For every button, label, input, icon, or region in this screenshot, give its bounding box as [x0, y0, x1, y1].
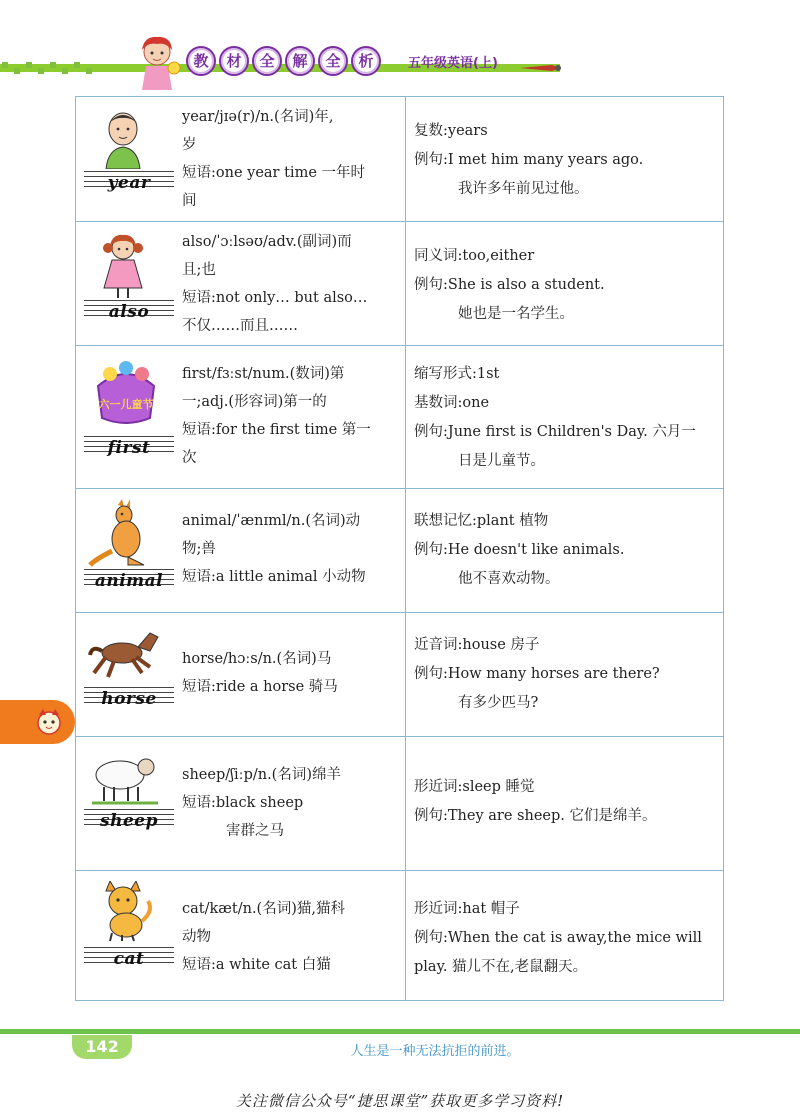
table-row — [76, 221, 723, 345]
definition-line: first/fɜːst/num.(数词)第 — [182, 366, 345, 382]
footer-motto: 人生是一种无法抗拒的前进。 — [350, 1044, 520, 1059]
word-illustration — [84, 623, 174, 723]
notes-block — [414, 895, 719, 982]
definition-line: horse/hɔːs/n.(名词)马 — [182, 651, 332, 667]
table-row — [76, 345, 723, 488]
table-row — [76, 97, 723, 221]
word-illustration — [84, 107, 174, 207]
word-label: sheep — [100, 811, 158, 831]
word-label: year — [107, 173, 151, 193]
definition-block — [182, 645, 400, 701]
notes-block — [414, 117, 719, 204]
word-label: first — [107, 438, 151, 458]
page-number: 142 — [72, 1035, 132, 1059]
note-line: 形近词:sleep 睡觉 — [414, 779, 535, 795]
definition-line: sheep/ʃiːp/n.(名词)绵羊 — [182, 767, 341, 783]
word-label: also — [108, 302, 150, 322]
table-row — [76, 612, 723, 736]
definition-block — [182, 103, 400, 215]
table-row — [76, 870, 723, 1001]
definition-block — [182, 228, 400, 340]
notes-block — [414, 507, 719, 594]
definition-block — [182, 360, 400, 472]
definition-block — [182, 507, 400, 591]
watermark-text: 关注微信公众号“捷思课堂”获取更多学习资料! — [235, 1092, 565, 1110]
note-line: 例句:June first is Children's Day. 六月一 — [414, 424, 696, 440]
definition-line: 岁 — [182, 137, 197, 153]
note-line: 同义词:too,either — [414, 248, 535, 264]
phrase-line: 短语:ride a horse 骑马 — [182, 679, 338, 695]
phrase-line: 短语:not only… but also… — [182, 290, 368, 306]
phrase-line: 间 — [182, 193, 197, 209]
girl-mascot-icon — [130, 32, 184, 94]
title-char: 全 — [252, 46, 282, 76]
table-row — [76, 488, 723, 612]
title-char: 材 — [219, 46, 249, 76]
note-line: 例句:He doesn't like animals. — [414, 542, 625, 558]
note-line: 例句:I met him many years ago. — [414, 152, 644, 168]
notes-block — [414, 360, 719, 476]
side-tab — [0, 700, 75, 744]
title-char: 教 — [186, 46, 216, 76]
footer-divider — [0, 1029, 800, 1034]
phrase-line: 短语:a little animal 小动物 — [182, 569, 366, 585]
title-char: 析 — [351, 46, 381, 76]
page-header — [0, 0, 800, 95]
word-illustration — [84, 356, 174, 456]
sheep-icon — [88, 747, 162, 805]
word-illustration — [84, 499, 174, 599]
notes-block — [414, 242, 719, 329]
cat-icon — [88, 881, 158, 943]
badge-text: 六一儿童节 — [98, 398, 154, 411]
childrens-day-badge-icon — [88, 356, 164, 432]
definition-line: animal/ˈænɪml/n.(名词)动 — [182, 513, 361, 529]
definition-line: 动物 — [182, 929, 211, 945]
header-checker-decoration — [0, 60, 120, 76]
boy-icon — [88, 107, 158, 169]
notes-block — [414, 773, 719, 831]
book-title — [186, 46, 381, 76]
subject-label: 五年级英语(上) — [408, 56, 498, 71]
word-illustration — [84, 747, 174, 847]
notes-block — [414, 631, 719, 718]
vocabulary-table — [75, 96, 724, 1001]
definition-line: cat/kæt/n.(名词)猫,猫科 — [182, 901, 345, 917]
note-line: 有多少匹马? — [458, 695, 539, 711]
note-line: 缩写形式:1st — [414, 366, 500, 382]
note-line: 日是儿童节。 — [458, 453, 545, 469]
note-line: 例句:When the cat is away,the mice will — [414, 930, 702, 946]
note-line: 形近词:hat 帽子 — [414, 901, 520, 917]
table-row — [76, 736, 723, 870]
definition-line: 且;也 — [182, 262, 216, 278]
phrase-line: 短语:one year time 一年时 — [182, 165, 366, 181]
phrase-line: 短语:a white cat 白猫 — [182, 957, 331, 973]
definition-line: also/ˈɔːlsəʊ/adv.(副词)而 — [182, 234, 352, 250]
horse-icon — [88, 623, 164, 681]
word-label: horse — [101, 689, 157, 709]
note-line: 例句:How many horses are there? — [414, 666, 660, 682]
kangaroo-icon — [88, 499, 160, 569]
phrase-line: 短语:black sheep — [182, 795, 304, 811]
definition-line: 一;adj.(形容词)第一的 — [182, 394, 327, 410]
cat-face-icon — [34, 707, 64, 737]
title-char: 解 — [285, 46, 315, 76]
note-line: 复数:years — [414, 123, 488, 139]
phrase-line: 害群之马 — [226, 823, 284, 839]
definition-block — [182, 761, 400, 845]
definition-line: 物;兽 — [182, 541, 216, 557]
girl-icon — [88, 232, 158, 300]
phrase-line: 次 — [182, 450, 197, 466]
note-line: 例句:She is also a student. — [414, 277, 605, 293]
pencil-icon — [520, 62, 562, 74]
word-label: animal — [94, 571, 164, 591]
word-label: cat — [113, 949, 145, 969]
word-illustration — [84, 232, 174, 332]
note-line: 近音词:house 房子 — [414, 637, 540, 653]
phrase-line: 不仅……而且…… — [182, 318, 298, 334]
note-line: 联想记忆:plant 植物 — [414, 513, 549, 529]
definition-line: year/jɪə(r)/n.(名词)年, — [182, 109, 334, 125]
note-line: 基数词:one — [414, 395, 490, 411]
note-line: 例句:They are sheep. 它们是绵羊。 — [414, 808, 657, 824]
title-char: 全 — [318, 46, 348, 76]
note-line: play. 猫儿不在,老鼠翻天。 — [414, 959, 588, 975]
note-line: 我许多年前见过他。 — [458, 181, 589, 197]
note-line: 她也是一名学生。 — [458, 306, 574, 322]
note-line: 他不喜欢动物。 — [458, 571, 560, 587]
word-illustration — [84, 881, 174, 981]
definition-block — [182, 895, 400, 979]
phrase-line: 短语:for the first time 第一 — [182, 422, 371, 438]
